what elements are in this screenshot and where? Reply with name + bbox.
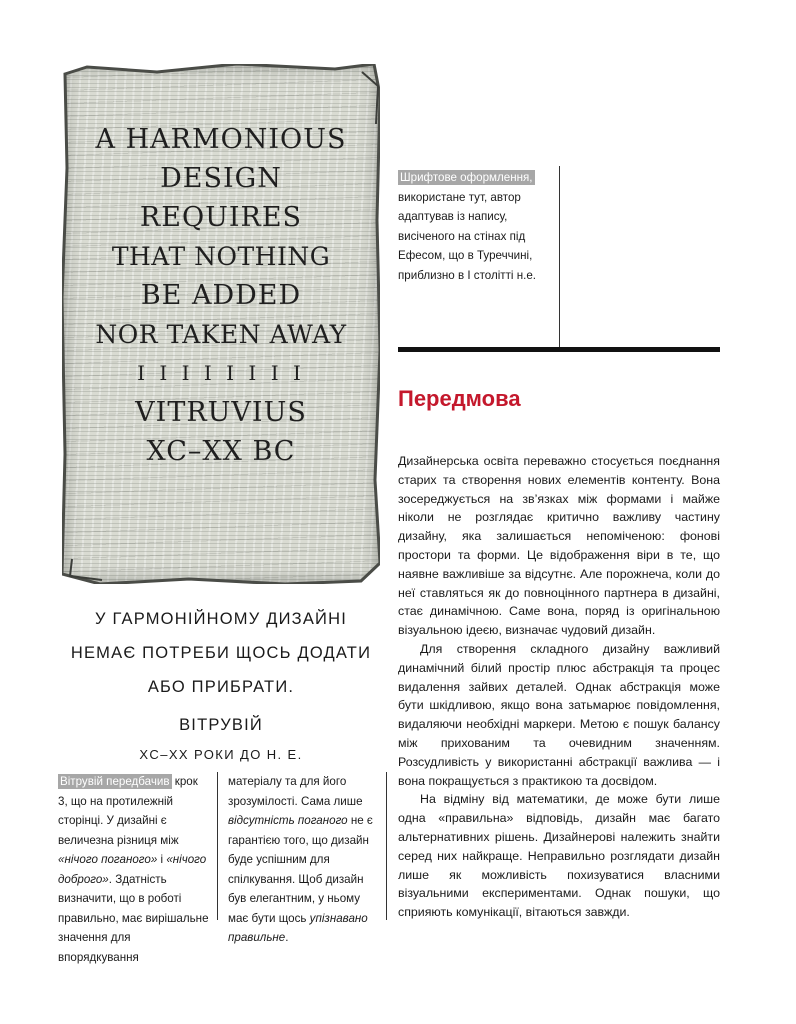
quote-line: НЕМАЄ ПОТРЕБИ ЩОСЬ ДОДАТИ: [70, 644, 372, 662]
column-emphasis: «нічого поганого»: [58, 853, 158, 866]
horizontal-rule: [398, 347, 720, 352]
tablet-inscription: [62, 120, 380, 471]
inscription-line: I I I I I I I I: [137, 361, 305, 385]
bottom-column-right: [228, 772, 380, 948]
inscription-line: XC–XX BC: [146, 436, 296, 467]
quote-caption: [62, 602, 380, 768]
body-paragraph: Для створення складного дизайну важливий динамічний білий простір плюс абстракція та процес видалення зайвих деталей. Однак абстракція може бути шкідливою, якщо вона затьмарює повідомлення, видаляючи необхідні маркери. Метою є пошук балансу між прихованим та очевидним значенням. Розсудливість у використанні абстракції важлива — і вона покращується з практикою та досвідом.: [398, 641, 720, 788]
inscription-line: VITRUVIUS: [135, 397, 307, 428]
inscription-line: DESIGN: [160, 163, 282, 194]
inscription-line: THAT NOTHING: [111, 242, 331, 271]
column-text: крок 3, що на протилежній сторінці. У дизайні є величезна різниця між: [58, 775, 198, 847]
quote-line: У ГАРМОНІЙНОМУ ДИЗАЙНІ: [95, 610, 347, 628]
inscription-line: NOR TAKEN AWAY: [95, 320, 347, 349]
vertical-divider: [559, 166, 560, 348]
side-note: [398, 168, 548, 285]
column-text: не є гарантією того, що дизайн буде успішним для спілкування. Щоб дизайн був елегантним, у ньому має бути щось: [228, 814, 373, 925]
column-highlight: Вітрувій передбачив: [60, 775, 170, 788]
quote-line: АБО ПРИБРАТИ.: [147, 678, 295, 696]
column-text: і: [157, 853, 167, 866]
body-text: [398, 452, 720, 922]
quote-date: XC–XX РОКИ ДО Н. Е.: [139, 747, 303, 762]
inscription-line: REQUIRES: [139, 202, 303, 233]
column-emphasis: «нічого доброго»: [58, 853, 207, 886]
bottom-column-left: [58, 772, 210, 967]
inscription-line: BE ADDED: [140, 280, 302, 311]
body-paragraph: На відміну від математики, де може бути лише одна «правильна» відповідь, дизайн має багато альтернативних рішень. Дизайнерові належить знайти серед них найкраще. Неправильно розглядати дизайн лише як можливість похизуватися власними візуальними експериментами. Однак пошуки, що сприяють комунікації, вітаються завжди.: [398, 792, 720, 920]
vertical-divider: [217, 772, 218, 920]
column-emphasis: відсутність поганого: [228, 814, 348, 827]
side-note-highlight: Шрифтове оформлення,: [400, 171, 533, 184]
body-paragraph: Дизайнерська освіта переважно стосується поєднання старих та створення нових елементів контенту. Вона зосереджується на зв’язках між формами і майже ніколи не розглядає критично важливу частину дизайну, яка залишається непоміченою: фонові простори та форми. Це відображення віри в те, що наявне важливіше за відсутнє. Але порожнеча, коли до неї ставляться як до повноцінного партнера в дизайні, стає динамічною. Саме вона, поряд із оригінальною візуальною ідеєю, визначає чудовий дизайн.: [398, 454, 720, 638]
vertical-divider: [386, 772, 387, 920]
section-heading: Передмова: [398, 386, 521, 411]
quote-author: ВІТРУВІЙ: [179, 716, 263, 734]
column-emphasis: упізнавано правильне: [228, 911, 368, 944]
inscription-line: A HARMONIOUS: [95, 124, 347, 155]
side-note-text: використане тут, автор адаптував із напису, висіченого на стінах під Ефесом, що в Туреччині, приблизно в I столітті н.е.: [398, 190, 536, 282]
column-text: . Здатність визначити, що в роботі правильно, має вирішальне значення для впорядкування: [58, 872, 209, 964]
column-text: .: [285, 931, 289, 944]
column-text: матеріалу та для його зрозумілості. Сама лише: [228, 775, 363, 808]
